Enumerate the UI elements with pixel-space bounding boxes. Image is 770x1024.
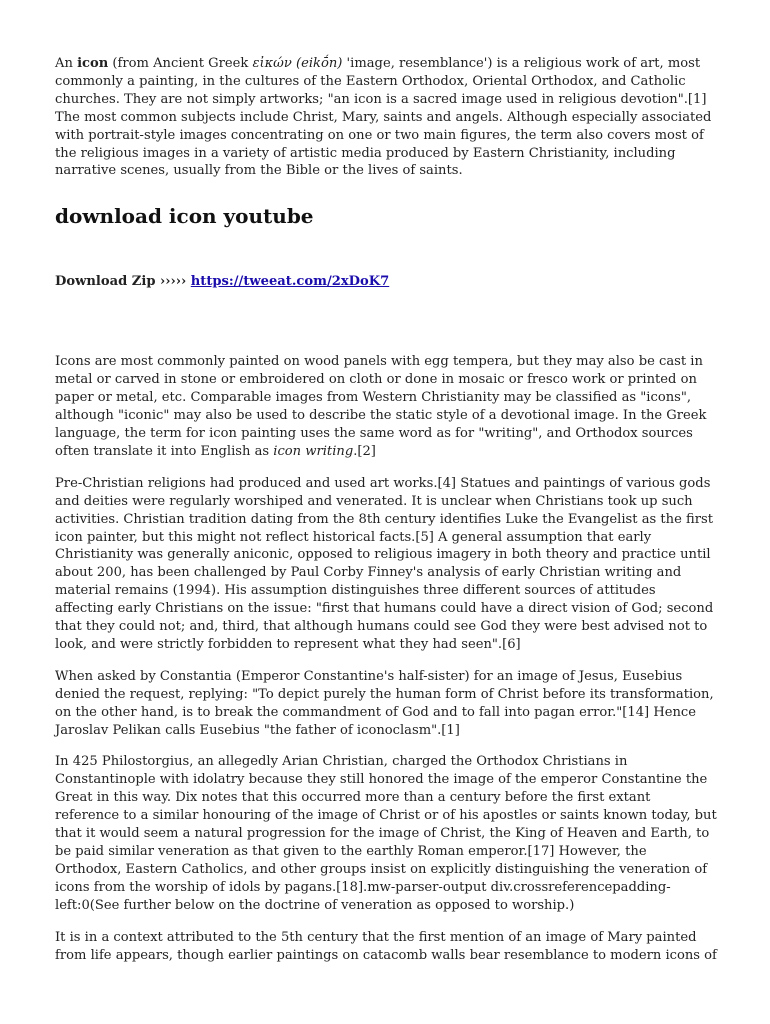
intro-greek-word: εἰκών (eikṓn) [252, 56, 343, 71]
paragraph-philostorgius: In 425 Philostorgius, an allegedly Arian Christian, charged the Orthodox Christians in Constantinople with idolatry because they still honored the image of the emperor Constantine the Great in this way. Dix notes that this occurred more than a century before the first extant reference to a similar honouring of the image of Christ or of his apostles or saints known today, but that it would seem a natural progression for the image of Christ, the King of Heaven and Earth, to be paid similar veneration as that given to the earthly Roman emperor.[17] However, the Orthodox, Eastern Catholics, and other groups insist on explicitly distinguishing the veneration of icons from the worship of idols by pagans.[18].mw-parser-output div.crossreferencepadding-left:0(See further below on the doctrine of veneration as opposed to worship.) [55, 754, 717, 913]
intro-paragraph [55, 55, 717, 180]
paragraph-materials [55, 353, 717, 460]
paragraph-materials-text: Icons are most commonly painted on wood panels with egg tempera, but they may also be cast in metal or carved in stone or embroidered on cloth or done in mosaic or fresco work or printed on paper or metal, etc. Comparable images from Western Christianity may be classified as "icons", although "iconic" may also be used to describe the static style of a devotional image. In the Greek language, the term for icon painting uses the same word as for "writing", and Orthodox sources often translate it into English as [55, 354, 707, 459]
intro-after-term: (from Ancient Greek [108, 56, 253, 71]
download-link[interactable]: https://tweeat.com/2xDoK7 [190, 274, 390, 290]
page-heading: download icon youtube [55, 204, 314, 229]
paragraph-materials-end: .[2] [353, 443, 376, 459]
intro-rest: 'image, resemblance') is a religious work of art, most commonly a painting, in the cultures of the Eastern Orthodox, Oriental Orthodox, and Catholic churches. They are not simply artworks; "an icon is a sacred image used in religious devotion".[1] The most common subjects include Christ, Mary, saints and angels. Although especially associated with portrait-style images concentrating on one or two main figures, the term also covers most of the religious images in a variety of artistic media produced by Eastern Christianity, including narrative scenes, usually from the Bible or the lives of saints. [55, 56, 712, 179]
paragraph-pre-christian: Pre-Christian religions had produced and used art works.[4] Statues and paintings of various gods and deities were regularly worshiped and venerated. It is unclear when Christians took up such activities. Christian tradition dating from the 8th century identifies Luke the Evangelist as the first icon painter, but this might not reflect historical facts.[5] A general assumption that early Christianity was generally aniconic, opposed to religious imagery in both theory and practice until about 200, has been challenged by Paul Corby Finney's analysis of early Christian writing and material remains (1994). His assumption distinguishes three different sources of attitudes affecting early Christians on the issue: "first that humans could have a direct vision of God; second that they could not; and, third, that although humans could see God they were best advised not to look, and were strictly forbidden to represent what they had seen".[6] [55, 475, 714, 652]
document-page [55, 55, 717, 964]
paragraph-eusebius: When asked by Constantia (Emperor Constantine's half-sister) for an image of Jesus, Eusebius denied the request, replying: "To depict purely the human form of Christ before its transformation, on the other hand, is to break the commandment of God and to fall into pagan error."[14] Hence Jaroslav Pelikan calls Eusebius "the father of iconoclasm".[1] [55, 668, 714, 738]
paragraph-mary-image: It is in a context attributed to the 5th century that the first mention of an image of Mary painted from life appears, though earlier paintings on catacomb walls bear resemblance to modern icons of [55, 929, 717, 963]
download-line [55, 273, 717, 291]
intro-term: icon [77, 56, 109, 71]
intro-prefix: An [55, 56, 78, 71]
icon-writing-term: icon writing [273, 443, 354, 459]
download-label: Download Zip ››››› [55, 274, 191, 290]
